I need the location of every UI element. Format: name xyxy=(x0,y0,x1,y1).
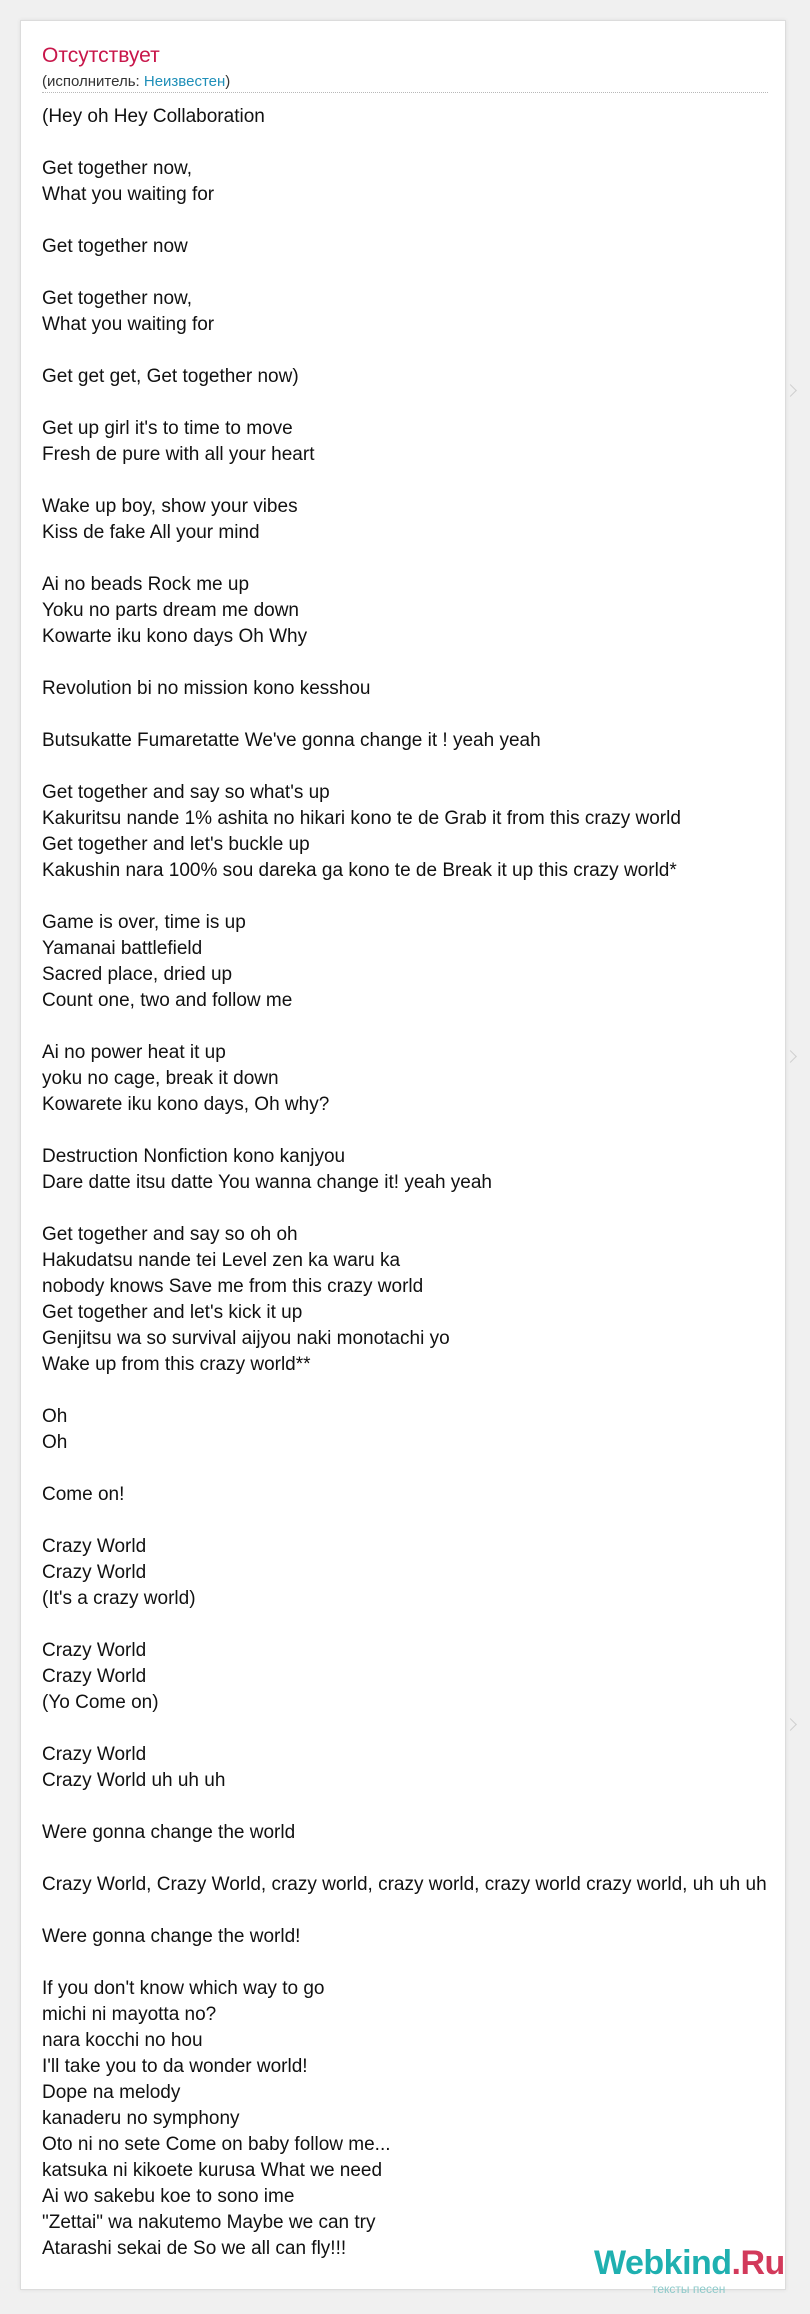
site-logo[interactable] xyxy=(594,2244,794,2294)
logo-wordmark xyxy=(594,2244,785,2282)
artist-link[interactable]: Неизвестен xyxy=(143,73,226,90)
logo-tld: .Ru xyxy=(731,2244,785,2282)
logo-name: Webkind xyxy=(594,2244,732,2282)
artist-prefix: (исполнитель: xyxy=(42,73,144,90)
logo-tagline: тексты песен xyxy=(652,2282,726,2296)
divider xyxy=(42,92,768,93)
artist-line xyxy=(42,72,230,92)
artist-suffix: ) xyxy=(225,73,231,90)
song-title: Отсутствует xyxy=(42,44,160,67)
lyrics-text: (Hey oh Hey Collaboration Get together now, What you waiting for Get together now Get together now, What you waiting for Get get get, Get together now) Get up girl it's to time to move Fresh de pure with all your heart Wake up boy, show your vibes Kiss de fake All your mind Ai no beads Rock me up Yoku no parts dream me down Kowarte iku kono days Oh Why Revolution bi no mission kono kesshou Butsukatte Fumaretatte We've gonna change it ! yeah yeah Get together and say so what's up Kakuritsu nande 1% ashita no hikari kono te de Grab it from this crazy world Get together and let's buckle up Kakushin nara 100% sou dareka ga kono te de Break it up this crazy world* Game is over, time is up Yamanai battlefield Sacred place, dried up Count one, two and follow me Ai no power heat it up yoku no cage, break it down Kowarete iku kono days, Oh why? Destruction Nonfiction kono kanjyou Dare datte itsu datte You wanna change it! yeah yeah Get together and say so oh oh Hakudatsu nande tei Level zen ka waru ka nobody knows Save me from this crazy world Get together and let's kick it up Genjitsu wa so survival aijyou naki monotachi yo Wake up from this crazy world** Oh Oh Come on! Crazy World Crazy World (It's a crazy world) Crazy World Crazy World (Yo Come on) Crazy World Crazy World uh uh uh Were gonna change the world Crazy World, Crazy World, crazy world, crazy world, crazy world crazy world, uh uh uh Were gonna change the world! If you don't know which way to go michi ni mayotta no? nara kocchi no hou I'll take you to da wonder world! Dope na melody kanaderu no symphony Oto ni no sete Come on baby follow me... katsuka ni kikoete kurusa What we need Ai wo sakebu koe to sono ime "Zettai" wa nakutemo Maybe we can try Atarashi sekai de So we all can fly!!! xyxy=(42,106,767,2259)
